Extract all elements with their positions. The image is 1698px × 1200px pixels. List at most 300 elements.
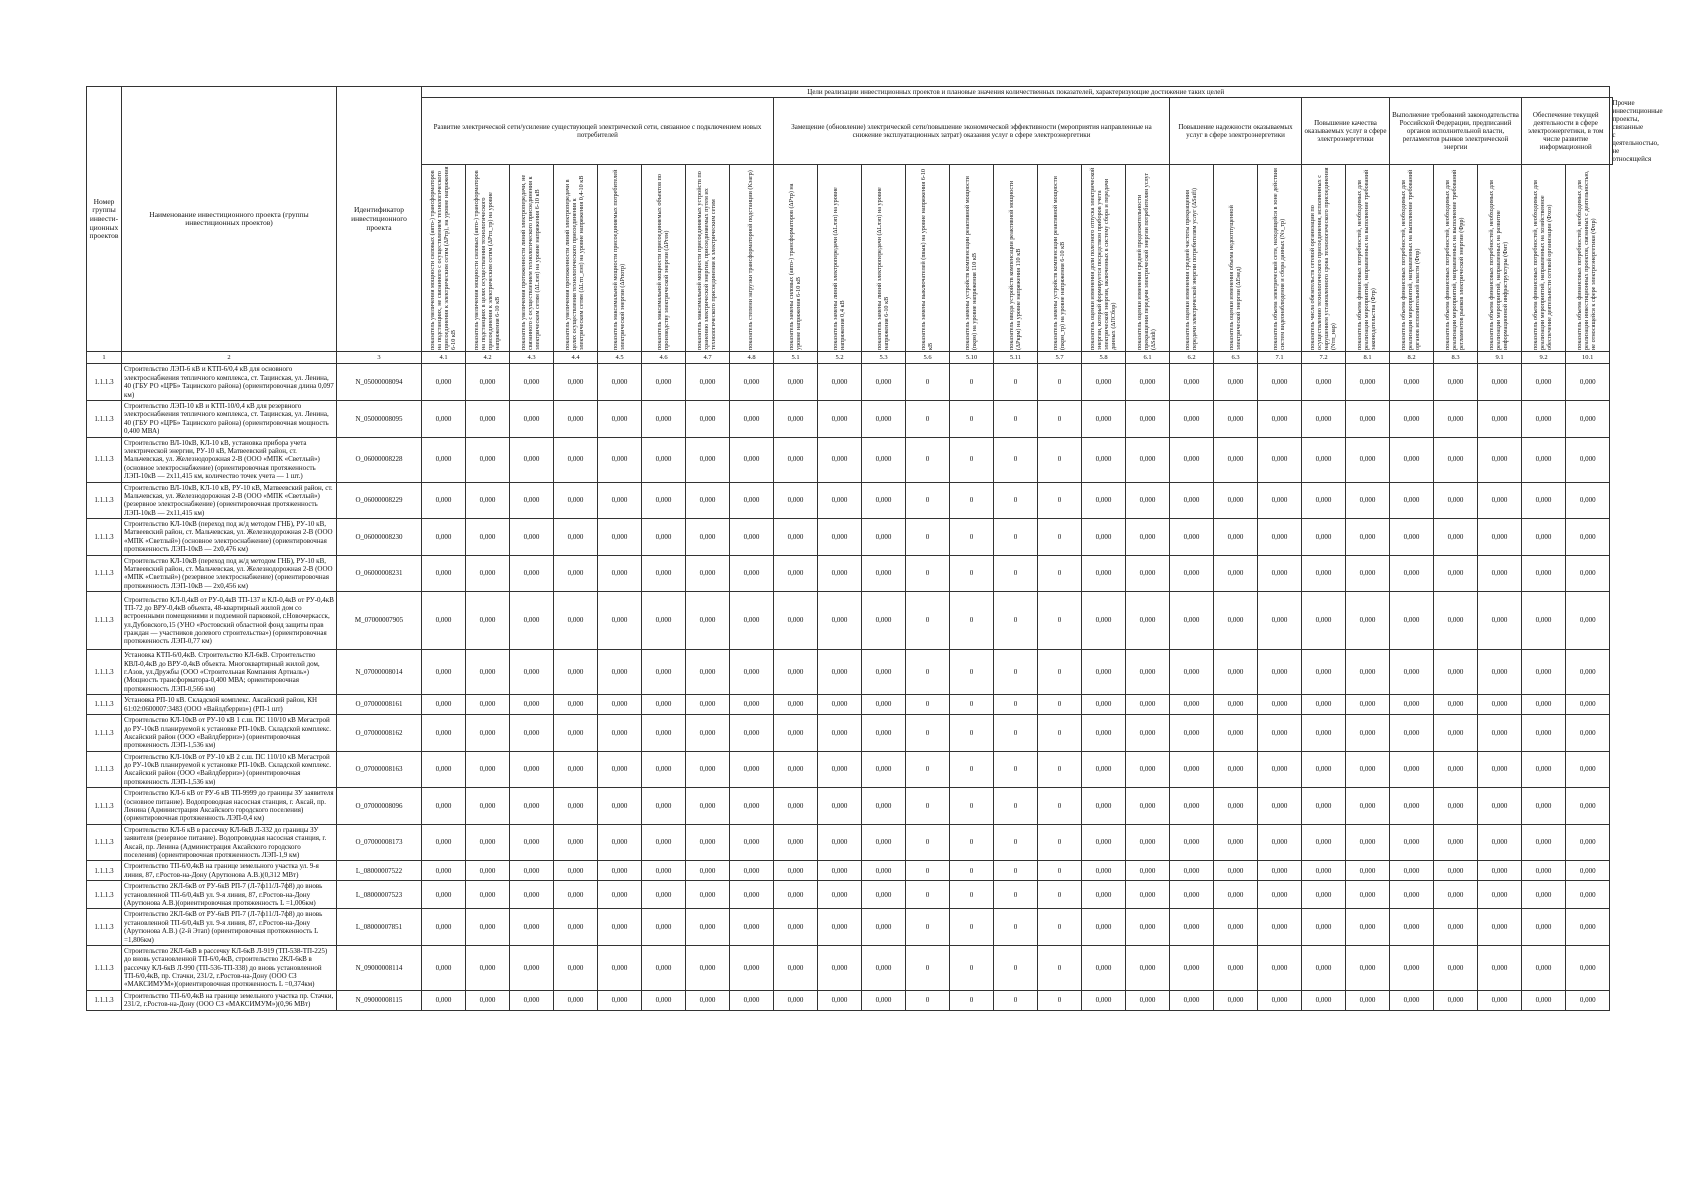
indicator-header <box>1434 165 1478 352</box>
value-cell: 0,000 <box>1434 695 1478 715</box>
value-cell: 0,000 <box>598 715 642 752</box>
table-body <box>87 364 1613 1010</box>
value-cell: 0,000 <box>1566 824 1610 861</box>
value-cell: 0,000 <box>1390 715 1434 752</box>
value-cell: 0,000 <box>1170 715 1214 752</box>
indicator-label: показатель оценки изменения объема недоотпущенной электрической энергии (ΔEнед) <box>1227 205 1242 351</box>
column-number: 4.5 <box>598 352 642 364</box>
value-cell: 0 <box>906 751 950 788</box>
value-cell: 0,000 <box>818 695 862 715</box>
indicator-header <box>1126 165 1170 352</box>
value-cell: 0,000 <box>730 881 774 909</box>
value-cell: 0,000 <box>1346 650 1390 695</box>
value-cell: 0,000 <box>466 715 510 752</box>
value-cell: 0,000 <box>686 881 730 909</box>
value-cell: 0 <box>906 400 950 437</box>
indicator-header <box>906 165 950 352</box>
value-cell: 0,000 <box>1082 715 1126 752</box>
value-cell: 0,000 <box>554 482 598 519</box>
value-cell: 0,000 <box>1346 824 1390 861</box>
value-cell: 0,000 <box>1566 788 1610 825</box>
value-cell: 0,000 <box>774 555 818 592</box>
value-cell: 0,000 <box>1434 861 1478 881</box>
value-cell: 0,000 <box>1258 695 1302 715</box>
value-cell: 0,000 <box>1258 482 1302 519</box>
value-cell: 0,000 <box>422 437 466 482</box>
value-cell: 0,000 <box>422 945 466 990</box>
value-cell: 0 <box>950 990 994 1010</box>
indicator-header <box>1522 165 1566 352</box>
value-cell: 0,000 <box>1126 715 1170 752</box>
value-cell: 0,000 <box>1390 364 1434 401</box>
indicator-header <box>642 165 686 352</box>
value-cell: 0,000 <box>1478 519 1522 556</box>
value-cell: 0,000 <box>1302 751 1346 788</box>
table-row <box>87 592 1613 650</box>
value-cell: 0,000 <box>1258 400 1302 437</box>
value-cell: 0,000 <box>818 788 862 825</box>
value-cell: 0,000 <box>1346 909 1390 946</box>
indicator-header <box>686 165 730 352</box>
value-cell: 0,000 <box>730 990 774 1010</box>
value-cell: 0 <box>906 437 950 482</box>
value-cell: 0,000 <box>1478 555 1522 592</box>
value-cell: 0,000 <box>1302 990 1346 1010</box>
value-cell: 0,000 <box>1214 861 1258 881</box>
indicator-header <box>598 165 642 352</box>
indicator-label: показатель оценки изменения средней частоты прекращения передачи электрической энергии потребителям услуг (ΔSaifi) <box>1183 188 1198 351</box>
value-cell: 0,000 <box>642 788 686 825</box>
indicator-label: показатель максимальной мощности присоединяемых потребителей электрической энергии (ΔPпотр) <box>611 170 626 351</box>
value-cell: 0,000 <box>862 990 906 1010</box>
value-cell: 0,000 <box>1434 881 1478 909</box>
indicator-label: показатель ввода устройств компенсации реактивной мощности (ΔPкрм) на уровне напряжения 110 кВ <box>1007 181 1022 351</box>
value-cell: 0,000 <box>1390 555 1434 592</box>
group-header: Развитие электрической сети/усиление существующей электрической сети, связанное с подключением новых потребителей <box>422 98 774 165</box>
value-cell: 0,000 <box>1214 592 1258 650</box>
value-cell: 0,000 <box>642 715 686 752</box>
value-cell: 0,000 <box>1214 751 1258 788</box>
indicator-header <box>1478 165 1522 352</box>
value-cell: 0 <box>1038 861 1082 881</box>
value-cell: 0,000 <box>730 715 774 752</box>
value-cell: 0 <box>1038 400 1082 437</box>
value-cell: 0,000 <box>466 751 510 788</box>
value-cell: 0 <box>1038 695 1082 715</box>
value-cell: 0 <box>994 715 1038 752</box>
value-cell: 0 <box>1038 650 1082 695</box>
indicator-header <box>1038 165 1082 352</box>
value-cell: 0,000 <box>598 788 642 825</box>
header-row-top <box>87 87 1613 98</box>
value-cell: 0 <box>1038 437 1082 482</box>
column-number: 4.2 <box>466 352 510 364</box>
value-cell: 0,000 <box>1434 945 1478 990</box>
value-cell: 0,000 <box>466 861 510 881</box>
indicator-header <box>1390 165 1434 352</box>
indicator-label: показатель замены силовых (авто-) трансформаторов (ΔPтр) на уровне напряжения 6-10 кВ <box>787 183 802 351</box>
value-cell: 0,000 <box>510 824 554 861</box>
value-cell: 0,000 <box>466 695 510 715</box>
column-number: 5.1 <box>774 352 818 364</box>
value-cell: 0,000 <box>774 482 818 519</box>
value-cell: 0,000 <box>1390 881 1434 909</box>
project-name-cell: Строительство 2КЛ-6кВ от РУ-6кВ РП-7 (Л-7ф11/Л-7ф8) до вновь установленной ТП-6/0,4кВ ул. 9-я линия, 87, г.Ростов-на-Дону (Арутюнова А.В.)(ориентировочная протяженность L =1,006км) <box>122 881 337 909</box>
value-cell: 0,000 <box>1522 400 1566 437</box>
value-cell: 0,000 <box>818 519 862 556</box>
value-cell: 0 <box>950 909 994 946</box>
indicator-label: показатель замены устройств компенсации реактивной мощности (nкрм) на уровне напряжения 110 кВ <box>963 176 978 351</box>
value-cell: 0,000 <box>422 400 466 437</box>
value-cell: 0 <box>994 592 1038 650</box>
column-number: 8.1 <box>1346 352 1390 364</box>
value-cell: 0 <box>1038 881 1082 909</box>
value-cell: 0,000 <box>1390 519 1434 556</box>
value-cell: 0,000 <box>1170 592 1214 650</box>
value-cell: 0,000 <box>1214 909 1258 946</box>
project-name-cell: Строительство КЛ-6 кВ в рассечку КЛ-6кВ Л-332 до границы ЗУ заявителя (резервное питание). Водопроводная насосная станция, г. Аксай, пр. Ленина (Администрация Аксайского городского поселения) (ориентировочная протяженность ЛЭП-1,9 км) <box>122 824 337 861</box>
value-cell: 0,000 <box>554 650 598 695</box>
column-number: 4.4 <box>554 352 598 364</box>
value-cell: 0,000 <box>1346 751 1390 788</box>
value-cell: 0,000 <box>1434 482 1478 519</box>
value-cell: 0,000 <box>422 788 466 825</box>
value-cell: 0,000 <box>1214 990 1258 1010</box>
column-number: 5.6 <box>906 352 950 364</box>
indicator-label: показатель оценки изменения средней продолжительности прекращения передачи электрической энергии потребителям услуг (ΔSaidi) <box>1136 173 1157 351</box>
value-cell: 0,000 <box>818 824 862 861</box>
value-cell: 0,000 <box>818 881 862 909</box>
table-row <box>87 695 1613 715</box>
group-number-cell: 1.1.1.3 <box>87 990 122 1010</box>
value-cell: 0 <box>994 695 1038 715</box>
value-cell: 0,000 <box>1522 990 1566 1010</box>
project-name-cell: Строительство ВЛ-10кВ, КЛ-10 кВ, РУ-10 кВ, Матвеевский район, ст. Мальчевская, ул. Железнодорожная 2-В (ООО «МПК «Светлый») (резервное электроснабжение) (ориентировочная протяженность ЛЭП-10кВ — 2х11,415 км) <box>122 482 337 519</box>
value-cell: 0,000 <box>510 437 554 482</box>
value-cell: 0,000 <box>1302 788 1346 825</box>
value-cell: 0,000 <box>510 650 554 695</box>
value-cell: 0,000 <box>598 695 642 715</box>
value-cell: 0,000 <box>1302 945 1346 990</box>
indicator-label: показатель оценки изменения доли полезного отпуска электрической энергии, который формируется посредством приборов учета электрической энергии, включенных в систему сбора и передачи данных (ΔПСбор) <box>1088 168 1117 351</box>
value-cell: 0 <box>994 364 1038 401</box>
value-cell: 0,000 <box>1390 482 1434 519</box>
table-row <box>87 945 1613 990</box>
value-cell: 0,000 <box>730 824 774 861</box>
value-cell: 0,000 <box>1390 990 1434 1010</box>
indicator-header <box>1214 165 1258 352</box>
value-cell: 0,000 <box>1082 909 1126 946</box>
indicator-label: показатель объема финансовых потребностей, необходимых для реализации мероприятий, направленных на развитие информационной инфраструктуры (Фит) <box>1488 180 1509 351</box>
table-row <box>87 715 1613 752</box>
value-cell: 0 <box>906 482 950 519</box>
table-row <box>87 861 1613 881</box>
value-cell: 0,000 <box>1082 400 1126 437</box>
column-number: 5.3 <box>862 352 906 364</box>
value-cell: 0,000 <box>862 592 906 650</box>
value-cell: 0 <box>994 788 1038 825</box>
value-cell: 0,000 <box>1390 945 1434 990</box>
value-cell: 0,000 <box>818 751 862 788</box>
value-cell: 0,000 <box>1214 400 1258 437</box>
value-cell: 0,000 <box>510 751 554 788</box>
value-cell: 0,000 <box>686 861 730 881</box>
value-cell: 0,000 <box>422 695 466 715</box>
value-cell: 0,000 <box>730 555 774 592</box>
value-cell: 0 <box>950 364 994 401</box>
value-cell: 0,000 <box>1302 715 1346 752</box>
value-cell: 0,000 <box>730 437 774 482</box>
value-cell: 0,000 <box>510 482 554 519</box>
value-cell: 0,000 <box>1390 592 1434 650</box>
value-cell: 0 <box>906 945 950 990</box>
value-cell: 0,000 <box>510 881 554 909</box>
column-number: 5.2 <box>818 352 862 364</box>
value-cell: 0,000 <box>818 400 862 437</box>
value-cell: 0,000 <box>818 945 862 990</box>
value-cell: 0,000 <box>1126 909 1170 946</box>
table-row <box>87 400 1613 437</box>
indicator-header <box>774 165 818 352</box>
value-cell: 0,000 <box>862 364 906 401</box>
value-cell: 0,000 <box>1566 437 1610 482</box>
group-number-cell: 1.1.1.3 <box>87 650 122 695</box>
value-cell: 0,000 <box>862 715 906 752</box>
value-cell: 0,000 <box>686 555 730 592</box>
value-cell: 0,000 <box>730 695 774 715</box>
group-number-cell: 1.1.1.3 <box>87 592 122 650</box>
value-cell: 0 <box>950 695 994 715</box>
value-cell: 0,000 <box>1522 364 1566 401</box>
value-cell: 0 <box>994 909 1038 946</box>
value-cell: 0 <box>1038 519 1082 556</box>
value-cell: 0,000 <box>862 945 906 990</box>
column-number: 4.1 <box>422 352 466 364</box>
value-cell: 0 <box>906 909 950 946</box>
value-cell: 0 <box>950 715 994 752</box>
value-cell: 0,000 <box>554 437 598 482</box>
value-cell: 0,000 <box>1214 519 1258 556</box>
value-cell: 0,000 <box>1478 482 1522 519</box>
project-id-cell: L_08000007851 <box>337 909 422 946</box>
value-cell: 0,000 <box>554 824 598 861</box>
value-cell: 0,000 <box>598 364 642 401</box>
value-cell: 0,000 <box>1566 909 1610 946</box>
value-cell: 0,000 <box>1522 824 1566 861</box>
value-cell: 0 <box>950 482 994 519</box>
value-cell: 0,000 <box>730 861 774 881</box>
value-cell: 0,000 <box>730 364 774 401</box>
indicator-label: показатель увеличения протяженности линий электропередачи в целях осуществления технологического присоединения к электрическим сетям (ΔLтп_лэп) на уровне напряжения 0,4-10 кВ <box>564 176 585 351</box>
value-cell: 0,000 <box>1258 909 1302 946</box>
indicator-label: показатель объема финансовых потребностей, необходимых для реализации мероприятий, направленных на хозяйственное обеспечение деятельности сетевой организации (Фхоз) <box>1532 180 1553 351</box>
value-cell: 0,000 <box>422 482 466 519</box>
value-cell: 0,000 <box>510 909 554 946</box>
indicator-label: показатель замены выключателей (nвык) на уровне напряжения 6-10 кВ <box>919 169 934 351</box>
value-cell: 0,000 <box>1478 881 1522 909</box>
value-cell: 0,000 <box>1346 364 1390 401</box>
value-cell: 0,000 <box>818 861 862 881</box>
column-number: 5.7 <box>1038 352 1082 364</box>
value-cell: 0,000 <box>510 519 554 556</box>
value-cell: 0,000 <box>1346 788 1390 825</box>
value-cell: 0,000 <box>642 519 686 556</box>
value-cell: 0,000 <box>730 592 774 650</box>
value-cell: 0,000 <box>1214 824 1258 861</box>
project-name-cell: Строительство 2КЛ-6кВ в рассечку КЛ-6кВ Л-919 (ТП-538-ТП-225) до вновь установленной ТП-6/0,4кВ, строительство 2КЛ-6кВ в рассечку КЛ-6кВ Л-990 (ТП-536-ТП-338) до вновь установленной ТП-6/0,4кВ, пр. Стачки, 231/2, г.Ростов-на-Дону (ООО СЗ «МАКСИМУМ»)(ориентировочная протяженность L =0,374км) <box>122 945 337 990</box>
project-id-cell: M_07000007905 <box>337 592 422 650</box>
group-number-cell: 1.1.1.3 <box>87 437 122 482</box>
value-cell: 0 <box>994 650 1038 695</box>
value-cell: 0,000 <box>598 482 642 519</box>
value-cell: 0,000 <box>1258 788 1302 825</box>
value-cell: 0,000 <box>1302 881 1346 909</box>
value-cell: 0,000 <box>774 861 818 881</box>
value-cell: 0 <box>994 555 1038 592</box>
value-cell: 0,000 <box>422 715 466 752</box>
value-cell: 0,000 <box>1346 861 1390 881</box>
value-cell: 0 <box>906 650 950 695</box>
value-cell: 0,000 <box>1566 482 1610 519</box>
value-cell: 0,000 <box>510 592 554 650</box>
indicator-label: показатель числа обязательств сетевой организации по осуществлению технологического присоединения, исполненных с нарушением установленного срока технологического присоединения (Nтп_нар) <box>1308 167 1337 351</box>
value-cell: 0,000 <box>1434 715 1478 752</box>
value-cell: 0,000 <box>1522 715 1566 752</box>
value-cell: 0,000 <box>1258 519 1302 556</box>
project-id-cell: N_09000008115 <box>337 990 422 1010</box>
value-cell: 0 <box>994 519 1038 556</box>
value-cell: 0,000 <box>1478 824 1522 861</box>
value-cell: 0,000 <box>1258 650 1302 695</box>
value-cell: 0,000 <box>466 555 510 592</box>
value-cell: 0,000 <box>1566 555 1610 592</box>
value-cell: 0,000 <box>1302 364 1346 401</box>
value-cell: 0,000 <box>1082 881 1126 909</box>
value-cell: 0,000 <box>1566 861 1610 881</box>
value-cell: 0,000 <box>862 437 906 482</box>
value-cell: 0,000 <box>642 482 686 519</box>
value-cell: 0,000 <box>554 519 598 556</box>
value-cell: 0,000 <box>1302 861 1346 881</box>
project-id-cell: O_07000008163 <box>337 751 422 788</box>
value-cell: 0 <box>950 437 994 482</box>
value-cell: 0,000 <box>510 695 554 715</box>
value-cell: 0,000 <box>642 650 686 695</box>
value-cell: 0,000 <box>686 751 730 788</box>
group-number-cell: 1.1.1.3 <box>87 861 122 881</box>
value-cell: 0,000 <box>1434 990 1478 1010</box>
value-cell: 0,000 <box>1478 909 1522 946</box>
value-cell: 0 <box>994 881 1038 909</box>
value-cell: 0,000 <box>686 824 730 861</box>
value-cell: 0,000 <box>1082 364 1126 401</box>
value-cell: 0,000 <box>862 881 906 909</box>
value-cell: 0,000 <box>1126 519 1170 556</box>
value-cell: 0,000 <box>510 788 554 825</box>
value-cell: 0,000 <box>1082 945 1126 990</box>
indicator-header <box>554 165 598 352</box>
value-cell: 0,000 <box>422 990 466 1010</box>
value-cell: 0,000 <box>554 861 598 881</box>
value-cell: 0,000 <box>1390 788 1434 825</box>
project-id-cell: O_06000008229 <box>337 482 422 519</box>
col-header-group-number: Номер группы инвести-ционных проектов <box>87 87 122 352</box>
value-cell: 0,000 <box>1390 751 1434 788</box>
value-cell: 0,000 <box>1170 788 1214 825</box>
value-cell: 0,000 <box>598 555 642 592</box>
value-cell: 0,000 <box>598 519 642 556</box>
indicator-label: показатель замены линий электропередачи (ΔLлэп) на уровне напряжения 6-10 кВ <box>875 187 890 351</box>
column-number: 4.6 <box>642 352 686 364</box>
group-header: Выполнение требований законодательства Российской Федерации, предписаний органов исполнительной власти, регламентов рынков электрической энергии <box>1390 98 1522 165</box>
value-cell: 0,000 <box>1082 555 1126 592</box>
value-cell: 0,000 <box>862 519 906 556</box>
value-cell: 0,000 <box>1214 715 1258 752</box>
project-name-cell: Строительство КЛ-10кВ (переход под ж/д методом ГНБ), РУ-10 кВ, Матвеевский район, ст. Мальчевская, ул. Железнодорожная 2-В (ООО «МПК «Светлый») (резервное электроснабжение) (ориентировочная протяженность ЛЭП-10кВ — 2х0,456 км) <box>122 555 337 592</box>
value-cell: 0,000 <box>1478 437 1522 482</box>
value-cell: 0 <box>994 824 1038 861</box>
indicator-header <box>1082 165 1126 352</box>
project-name-cell: Установка КТП-6/0,4кВ. Строительство КЛ-6кВ. Строительство КВЛ-0,4кВ до ВРУ-0,4кВ объекта. Многоквартирный жилой дом, г.Азов, ул.Дружбы (ООО «Строительная Компания Артиаль») (Мощность трансформатора-0,400 МВА; ориентировочная протяженность ЛЭП-0,566 км) <box>122 650 337 695</box>
indicator-header <box>1170 165 1214 352</box>
value-cell: 0,000 <box>1126 400 1170 437</box>
value-cell: 0,000 <box>818 715 862 752</box>
group-number-cell: 1.1.1.3 <box>87 519 122 556</box>
table-row <box>87 482 1613 519</box>
value-cell: 0,000 <box>598 751 642 788</box>
project-id-cell: O_07000008096 <box>337 788 422 825</box>
value-cell: 0,000 <box>1258 861 1302 881</box>
value-cell: 0,000 <box>1346 592 1390 650</box>
value-cell: 0,000 <box>1478 861 1522 881</box>
value-cell: 0,000 <box>466 824 510 861</box>
value-cell: 0,000 <box>1522 881 1566 909</box>
value-cell: 0,000 <box>774 695 818 715</box>
value-cell: 0,000 <box>466 400 510 437</box>
indicator-header <box>1258 165 1302 352</box>
value-cell: 0,000 <box>1478 695 1522 715</box>
project-name-cell: Строительство КЛ-0,4кВ от РУ-0,4кВ ТП-137 и КЛ-0,4кВ от РУ-0,4кВ ТП-72 до ВРУ-0,4кВ объекта, 48-квартирный жилой дом со встроенными помещениями и подземной парковкой, г.Новочеркасск, ул.Дубовского,15 (УНО «Ростовский областной фонд защиты прав граждан — участников долевого строительства») (ориентировочная протяженность ЛЭП-0,77 км) <box>122 592 337 650</box>
value-cell: 0,000 <box>774 751 818 788</box>
value-cell: 0,000 <box>1082 592 1126 650</box>
value-cell: 0,000 <box>422 909 466 946</box>
value-cell: 0 <box>1038 788 1082 825</box>
value-cell: 0 <box>950 751 994 788</box>
value-cell: 0,000 <box>1170 909 1214 946</box>
value-cell: 0,000 <box>1566 715 1610 752</box>
indicator-label: показатель максимальной мощности присоединяемых объектов по производству электрической энергии (ΔPген) <box>655 174 670 351</box>
value-cell: 0 <box>1038 909 1082 946</box>
value-cell: 0,000 <box>730 945 774 990</box>
value-cell: 0 <box>950 881 994 909</box>
value-cell: 0,000 <box>730 650 774 695</box>
value-cell: 0,000 <box>598 592 642 650</box>
value-cell: 0,000 <box>1126 650 1170 695</box>
value-cell: 0,000 <box>510 400 554 437</box>
value-cell: 0,000 <box>862 788 906 825</box>
value-cell: 0,000 <box>1522 909 1566 946</box>
value-cell: 0,000 <box>510 715 554 752</box>
value-cell: 0,000 <box>1082 650 1126 695</box>
project-name-cell: Строительство КЛ-6 кВ от РУ-6 кВ ТП-9999 до границы ЗУ заявителя (основное питание). Водопроводная насосная станция, г. Аксай, пр. Ленина (Администрация Аксайского городского поселения) (ориентировочная протяженность ЛЭП-0,4 км) <box>122 788 337 825</box>
value-cell: 0,000 <box>1258 364 1302 401</box>
value-cell: 0,000 <box>1434 437 1478 482</box>
column-number: 2 <box>122 352 337 364</box>
column-number: 10.1 <box>1566 352 1610 364</box>
value-cell: 0,000 <box>466 592 510 650</box>
value-cell: 0,000 <box>642 909 686 946</box>
value-cell: 0,000 <box>1434 592 1478 650</box>
